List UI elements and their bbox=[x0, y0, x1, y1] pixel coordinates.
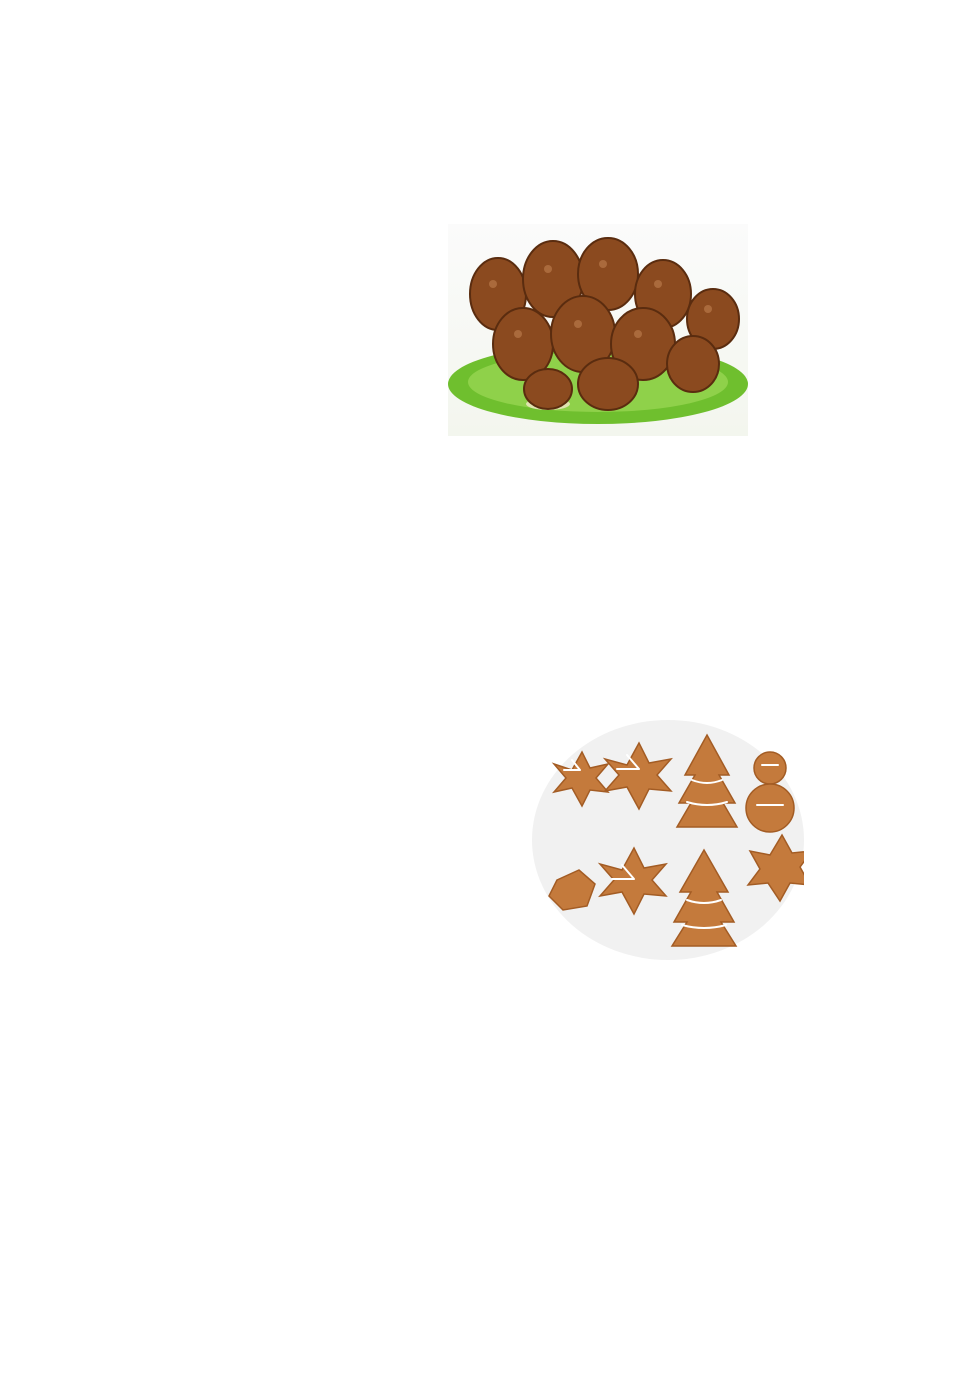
gingerbread-photo bbox=[532, 720, 804, 960]
cones-photo bbox=[448, 224, 748, 436]
tree-border-left bbox=[0, 0, 66, 1389]
tree-border-bottom bbox=[0, 1326, 960, 1389]
tree-border-right bbox=[894, 0, 960, 1389]
banner-title bbox=[176, 108, 836, 198]
tree-border-top bbox=[0, 0, 960, 66]
